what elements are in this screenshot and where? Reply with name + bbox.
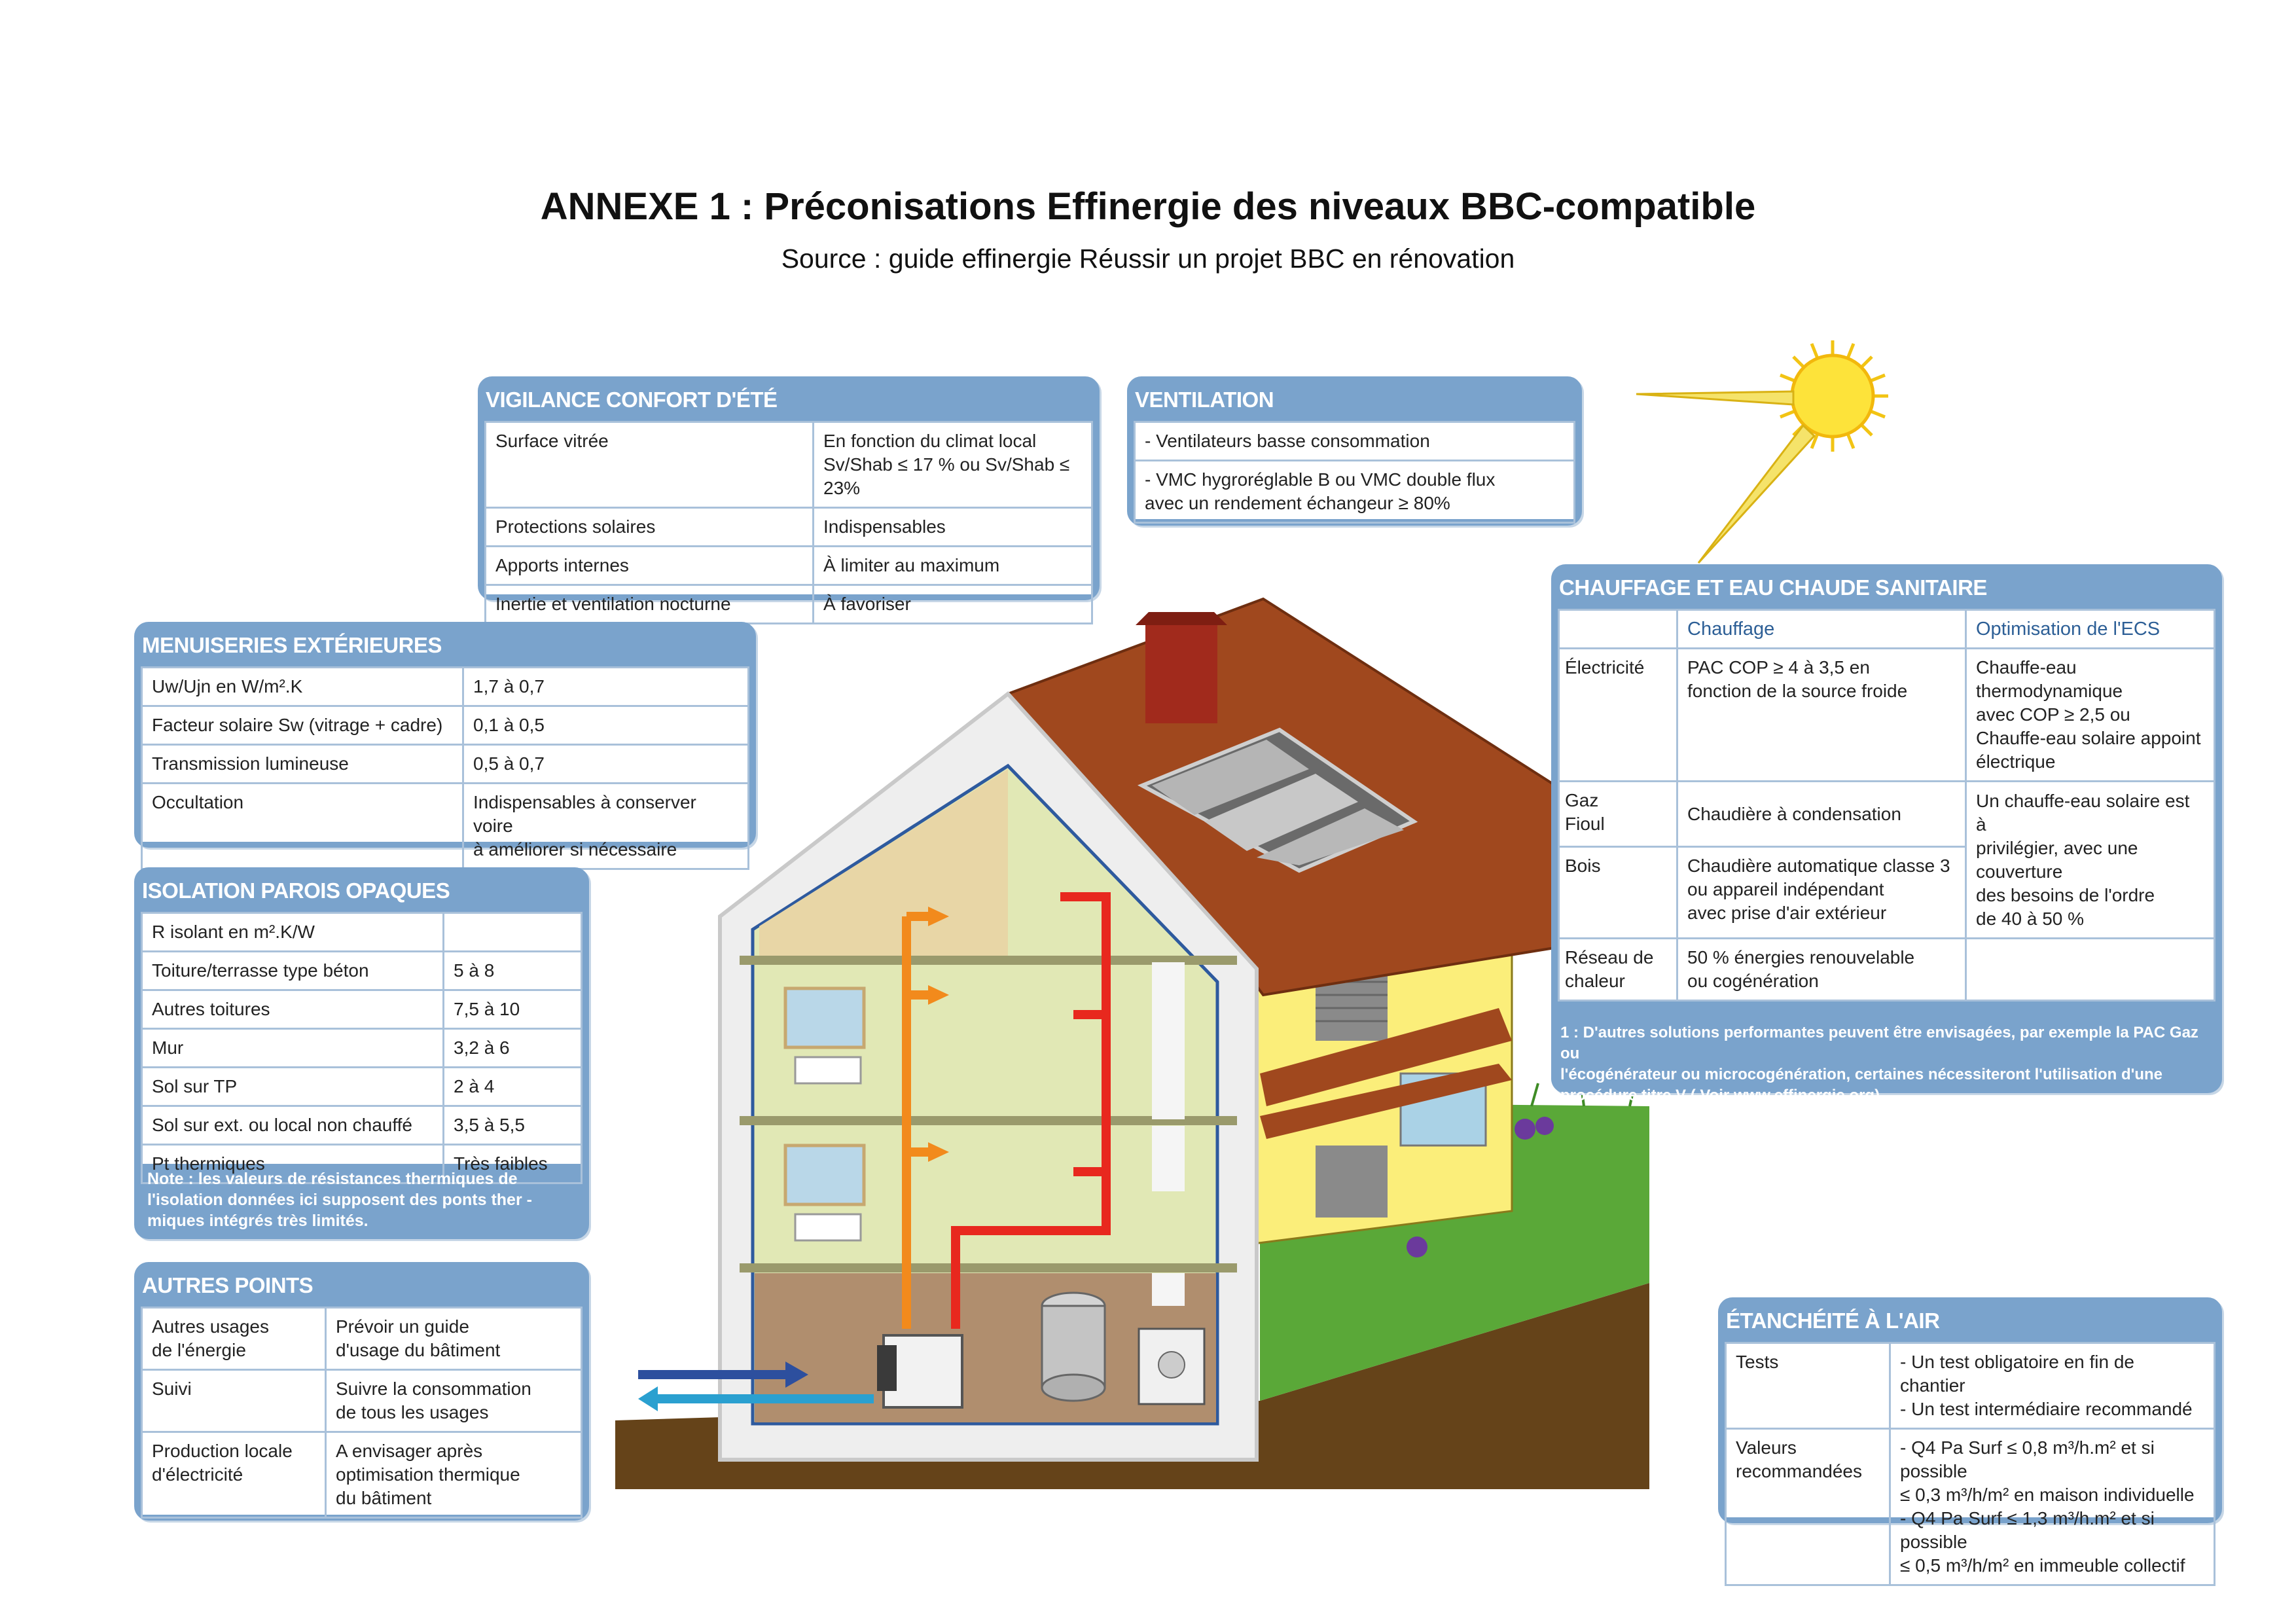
table-cell: 2 à 4 [444, 1068, 582, 1106]
table-row [142, 668, 749, 706]
panel-isolation-title: ISOLATION PAROIS OPAQUES [142, 878, 450, 903]
table-cell [1966, 649, 2215, 782]
autres-table [141, 1307, 583, 1519]
panel-autres-points [134, 1262, 589, 1521]
cell-line: de l'énergie [152, 1340, 246, 1360]
table-row [486, 585, 1092, 624]
table-row [142, 784, 749, 869]
table-cell [814, 422, 1092, 508]
cell-line: recommandées [1736, 1461, 1862, 1481]
table-cell: 1,7 à 0,7 [463, 668, 749, 706]
panel-vigilance-title: VIGILANCE CONFORT D'ÉTÉ [486, 388, 778, 412]
table-cell: Bois [1559, 847, 1677, 939]
table-row [1135, 422, 1575, 461]
cell-line: 50 % énergies renouvelable [1687, 947, 1915, 967]
table-row [142, 1068, 582, 1106]
table-cell: Indispensables [814, 508, 1092, 547]
cell-line: d'usage du bâtiment [336, 1340, 501, 1360]
table-row [486, 508, 1092, 547]
table-cell: Autres toitures [142, 990, 444, 1029]
table-row [486, 422, 1092, 508]
table-row [142, 913, 582, 952]
cell-line: électrique [1976, 751, 2056, 772]
table-cell: - Ventilateurs basse consommation [1135, 422, 1575, 461]
cell-line: chaleur [1565, 971, 1625, 991]
note-line: l'écogénérateur ou microcogénération, certaines nécessiteront l'utilisation d'une [1560, 1066, 2163, 1083]
table-cell: 0,5 à 0,7 [463, 745, 749, 784]
etancheite-table [1725, 1342, 2215, 1586]
cell-line: - Un test intermédiaire recommandé [1900, 1399, 2193, 1419]
table-cell: À favoriser [814, 585, 1092, 624]
cell-line: Gaz [1565, 790, 1599, 810]
table-row [1726, 1343, 2215, 1429]
table-cell [326, 1308, 582, 1370]
table-cell [142, 1432, 326, 1518]
table-cell: Facteur solaire Sw (vitrage + cadre) [142, 706, 463, 745]
table-row [142, 1308, 582, 1370]
cell-line: PAC COP ≥ 4 à 3,5 en [1687, 657, 1870, 677]
table-cell: Transmission lumineuse [142, 745, 463, 784]
table-cell: Surface vitrée [486, 422, 814, 508]
cell-line: privilégier, avec une couverture [1976, 837, 2138, 882]
cell-line: Production locale [152, 1441, 293, 1461]
table-cell [1890, 1343, 2215, 1429]
cell-line: Fioul [1565, 814, 1605, 834]
table-cell [1135, 461, 1575, 523]
panel-vigilance [478, 376, 1100, 614]
table-cell [1677, 847, 1966, 939]
table-cell: Apports internes [486, 547, 814, 585]
cell-line: A envisager après [336, 1441, 483, 1461]
cell-line: - VMC hygroréglable B ou VMC double flux [1145, 469, 1496, 490]
cell-line: En fonction du climat local [823, 431, 1037, 451]
table-cell: R isolant en m².K/W [142, 913, 444, 952]
cell-line: fonction de la source froide [1687, 681, 1908, 701]
cell-line: - Un test obligatoire en fin de chantier [1900, 1352, 2134, 1396]
table-row [1559, 649, 2215, 782]
table-cell: Sol sur ext. ou local non chauffé [142, 1106, 444, 1145]
isolation-table [141, 912, 583, 1184]
panel-chauffage-title: CHAUFFAGE ET EAU CHAUDE SANITAIRE [1559, 575, 1987, 600]
sun-icon [1636, 340, 1888, 563]
table-cell: Inertie et ventilation nocturne [486, 585, 814, 624]
table-row [142, 952, 582, 990]
table-row [142, 1432, 582, 1518]
panel-menuiseries [134, 622, 756, 859]
cell-line: Chaudière automatique classe 3 [1687, 856, 1950, 876]
boiler [1139, 1329, 1204, 1404]
table-cell: Mur [142, 1029, 444, 1068]
ventilation-table [1134, 421, 1575, 524]
table-row [1559, 939, 2215, 1001]
table-cell: Électricité [1559, 649, 1677, 782]
cell-line: ≤ 0,3 m³/h/m² en maison individuelle [1900, 1485, 2195, 1505]
table-cell: Chaudière à condensation [1677, 782, 1966, 847]
vigilance-table [484, 421, 1093, 624]
cell-line: à améliorer si nécessaire [473, 839, 677, 859]
table-cell [1890, 1429, 2215, 1585]
table-cell [1559, 782, 1677, 847]
cell-line: des besoins de l'ordre [1976, 884, 2155, 905]
table-cell: Uw/Ujn en W/m².K [142, 668, 463, 706]
panel-etancheite-title: ÉTANCHÉITÉ À L'AIR [1726, 1308, 1940, 1333]
note-line: l'isolation données ici supposent des ponts ther - [147, 1191, 532, 1209]
panel-isolation [134, 867, 589, 1239]
table-row [142, 1029, 582, 1068]
table-cell: Pt thermiques [142, 1145, 444, 1183]
table-cell [463, 784, 749, 869]
table-cell: Protections solaires [486, 508, 814, 547]
table-row [1559, 610, 2215, 649]
cell-line: de 40 à 50 % [1976, 908, 2085, 929]
cell-line: - Q4 Pa Surf ≤ 1,3 m³/h.m² et si possible [1900, 1508, 2155, 1552]
cell-line: ou appareil indépendant [1687, 879, 1884, 899]
table-cell: 3,5 à 5,5 [444, 1106, 582, 1145]
cell-line: Prévoir un guide [336, 1316, 469, 1337]
table-row [1726, 1429, 2215, 1585]
table-cell: Suivi [142, 1370, 326, 1432]
cell-line: optimisation thermique [336, 1464, 520, 1485]
isolation-note [147, 1168, 579, 1231]
ventilation-unit [877, 1335, 962, 1407]
column-header-chauffage: Chauffage [1677, 610, 1966, 649]
page-title: ANNEXE 1 : Préconisations Effinergie des niveaux BBC-compatible [540, 185, 1756, 228]
table-row [486, 547, 1092, 585]
table-row [1559, 782, 2215, 847]
cell-line: Sv/Shab ≤ 17 % ou Sv/Shab ≤ 23% [823, 454, 1070, 498]
table-row [142, 1106, 582, 1145]
panel-ventilation [1127, 376, 1582, 526]
table-cell [1677, 939, 1966, 1001]
cell-line: Indispensables à conserver voire [473, 792, 696, 836]
table-cell: Tests [1726, 1343, 1890, 1429]
table-cell [1726, 1429, 1890, 1585]
table-cell [326, 1370, 582, 1432]
table-row [1135, 461, 1575, 523]
table-cell [1966, 782, 2215, 939]
note-line: 1 : D'autres solutions performantes peuvent être envisagées, par exemple la PAC Gaz ou [1560, 1024, 2198, 1062]
table-row [142, 1370, 582, 1432]
table-cell [142, 1308, 326, 1370]
panel-ventilation-title: VENTILATION [1135, 388, 1274, 412]
cell-line: ≤ 0,5 m³/h/m² en immeuble collectif [1900, 1555, 2185, 1576]
chimney [1136, 612, 1227, 723]
cell-line: Autres usages [152, 1316, 269, 1337]
table-cell: 3,2 à 6 [444, 1029, 582, 1068]
chauffage-table [1558, 609, 2215, 1001]
table-cell: Toiture/terrasse type béton [142, 952, 444, 990]
table-cell [1966, 939, 2215, 1001]
table-cell [326, 1432, 582, 1518]
cell-line: de tous les usages [336, 1402, 489, 1422]
table-cell [1559, 610, 1677, 649]
cell-line: Réseau de [1565, 947, 1654, 967]
note-line: miques intégrés très limités. [147, 1212, 368, 1230]
table-row [142, 990, 582, 1029]
cell-line: avec COP ≥ 2,5 ou [1976, 704, 2130, 725]
page-subtitle: Source : guide effinergie Réussir un projet BBC en rénovation [781, 244, 1515, 274]
table-cell: 7,5 à 10 [444, 990, 582, 1029]
table-row [142, 745, 749, 784]
cell-line: avec prise d'air extérieur [1687, 903, 1887, 923]
table-cell [1677, 649, 1966, 782]
table-cell: 5 à 8 [444, 952, 582, 990]
chauffage-note [1560, 1022, 2218, 1106]
cell-line: Chauffe-eau thermodynamique [1976, 657, 2123, 701]
panel-etancheite [1718, 1297, 2222, 1576]
table-cell [1559, 939, 1677, 1001]
note-line: Note : les valeurs de résistances thermiques de [147, 1170, 518, 1188]
menuiseries-table [141, 666, 749, 870]
panel-menuiseries-title: MENUISERIES EXTÉRIEURES [142, 633, 442, 657]
cell-line: Suivre la consommation [336, 1379, 531, 1399]
table-cell: Très faibles [444, 1145, 582, 1183]
table-row [142, 706, 749, 745]
table-cell: Sol sur TP [142, 1068, 444, 1106]
table-cell [444, 913, 582, 952]
cell-line: d'électricité [152, 1464, 243, 1485]
panel-chauffage [1551, 564, 2222, 1104]
column-header-ecs: Optimisation de l'ECS [1966, 610, 2215, 649]
water-tank [1042, 1293, 1105, 1401]
table-cell: 0,1 à 0,5 [463, 706, 749, 745]
table-cell: Occultation [142, 784, 463, 869]
panel-autres-title: AUTRES POINTS [142, 1273, 314, 1297]
cell-line: Chauffe-eau solaire appoint [1976, 728, 2201, 748]
cell-line: du bâtiment [336, 1488, 432, 1508]
cell-line: - Q4 Pa Surf ≤ 0,8 m³/h.m² et si possible [1900, 1437, 2155, 1481]
note-line: procédure titre V ( Voir www.effinergie.org) [1560, 1087, 1880, 1104]
cell-line: Valeurs [1736, 1437, 1797, 1458]
cell-line: Un chauffe-eau solaire est à [1976, 790, 2190, 835]
table-cell: À limiter au maximum [814, 547, 1092, 585]
cell-line: avec un rendement échangeur ≥ 80% [1145, 493, 1450, 513]
cell-line: ou cogénération [1687, 971, 1819, 991]
